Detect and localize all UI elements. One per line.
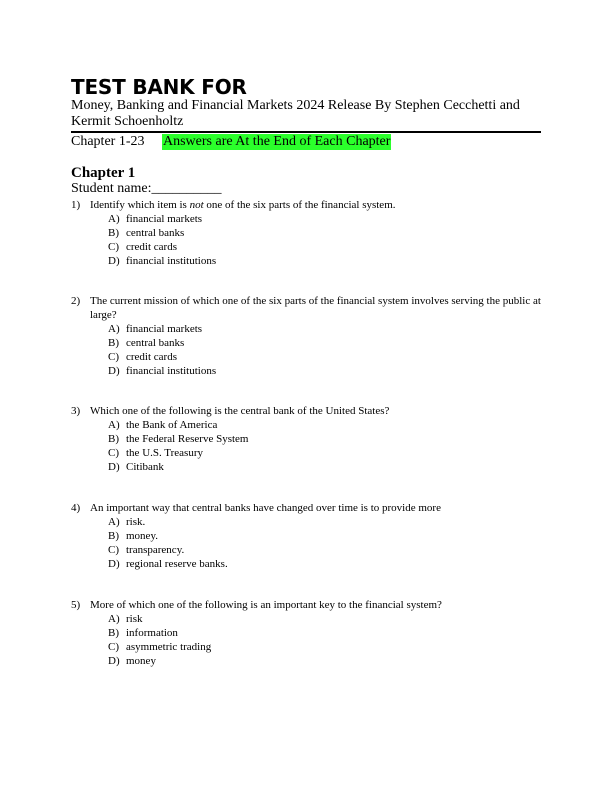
option-c [71,446,546,460]
option-d [71,254,546,268]
option-d [71,654,546,668]
option-letter: B) [108,530,119,542]
option-text: asymmetric trading [126,641,212,653]
option-text: risk [126,613,143,625]
option-text: the Federal Reserve System [126,433,249,445]
option-letter: D) [108,655,120,667]
option-text: information [126,627,178,639]
option-letter: B) [108,337,119,349]
option-c [71,543,546,557]
option-letter: B) [108,627,119,639]
option-d [71,557,546,571]
question-number: 3) [71,405,81,417]
option-letter: A) [108,323,120,335]
option-d [71,460,546,474]
option-text: financial markets [126,323,203,335]
options-list [71,212,546,268]
option-text: central banks [126,337,185,349]
option-d [71,364,546,378]
option-letter: A) [108,516,120,528]
option-letter: C) [108,641,119,653]
question-number: 4) [71,502,81,514]
option-letter: D) [108,255,120,267]
option-text: money [126,655,156,667]
option-b [71,626,546,640]
option-text: credit cards [126,241,177,253]
option-text: the U.S. Treasury [126,447,204,459]
option-a [71,418,546,432]
options-list [71,515,546,571]
option-letter: D) [108,558,120,570]
question-text: More of which one of the following is an important key to the financial system? [90,599,442,611]
option-a [71,212,546,226]
question-3 [71,404,546,474]
option-letter: D) [108,365,120,377]
option-text: regional reserve banks. [126,558,228,570]
options-list [71,322,546,378]
question-text-part: one of the six parts of the financial system. [203,199,396,211]
options-list [71,418,546,474]
option-letter: B) [108,433,119,445]
option-letter: C) [108,544,119,556]
option-letter: A) [108,613,120,625]
question-text-part: Identify which item is [90,199,190,211]
option-a [71,612,546,626]
student-name-field: Student name:__________ [71,181,222,196]
option-text: money. [126,530,158,542]
option-letter: D) [108,461,120,473]
question-4 [71,501,546,571]
question-text: An important way that central banks have changed over time is to provide more [90,502,441,514]
option-text: the Bank of America [126,419,218,431]
option-text: credit cards [126,351,177,363]
option-letter: C) [108,241,119,253]
question-number: 5) [71,599,81,611]
chapter-heading: Chapter 1 [71,165,136,181]
question-number: 1) [71,199,81,211]
option-b [71,432,546,446]
option-a [71,515,546,529]
option-text: Citibank [126,461,164,473]
options-list [71,612,546,668]
option-text: financial institutions [126,365,217,377]
title-divider [71,131,541,133]
option-c [71,640,546,654]
question-text: The current mission of which one of the six parts of the financial system involves serving the public at large? [90,295,541,321]
option-c [71,240,546,254]
option-text: financial institutions [126,255,217,267]
chapter-range: Chapter 1-23 [71,134,145,149]
question-2 [71,294,546,378]
book-title: Money, Banking and Financial Markets 2024 Release By Stephen Cecchetti and Kermit Schoenholtz [71,98,520,129]
option-letter: C) [108,351,119,363]
option-b [71,529,546,543]
question-text: Which one of the following is the central bank of the United States? [90,405,390,417]
option-text: transparency. [126,544,185,556]
option-text: financial markets [126,213,203,225]
question-5 [71,598,546,668]
option-text: risk. [126,516,146,528]
option-letter: A) [108,213,120,225]
option-letter: B) [108,227,119,239]
option-c [71,350,546,364]
option-a [71,322,546,336]
option-letter: C) [108,447,119,459]
document-title: TEST BANK FOR [71,75,247,99]
question-text-emphasis: not [189,199,204,211]
question-number: 2) [71,295,81,307]
option-letter: A) [108,419,120,431]
option-b [71,336,546,350]
option-b [71,226,546,240]
answers-note-highlight: Answers are At the End of Each Chapter [163,134,391,149]
question-1 [71,198,546,268]
option-text: central banks [126,227,185,239]
